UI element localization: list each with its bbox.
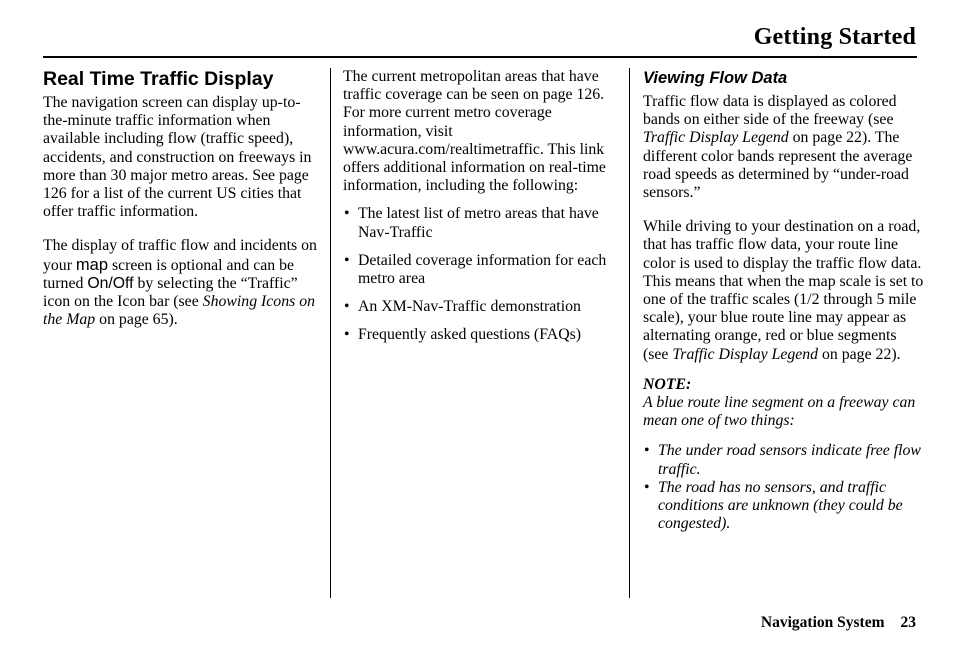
- route-paragraph: [643, 218, 925, 364]
- list-item: • The road has no sensors, and traffic conditions are unknown (they could be congested).: [643, 479, 925, 534]
- list-item: • An XM-Nav-Traffic demonstration: [343, 298, 621, 316]
- note-label: NOTE:: [643, 375, 692, 393]
- text-run: on page 65).: [95, 311, 178, 329]
- cross-reference: Traffic Display Legend: [672, 345, 819, 363]
- text-run: Traffic flow data is displayed as colored bands on either side of the freeway (see: [643, 93, 897, 129]
- column-middle: [343, 68, 621, 355]
- column-divider: [629, 68, 630, 598]
- cross-reference: Traffic Display Legend: [643, 129, 789, 147]
- text-run: While driving to your destination on a road, that has traffic flow data, your route line color is used to display the traffic flow data. This means that when the map scale is set to one of the traffic scales (1/2 through 5 mile scale), your blue route line may appear as alternating orange, red or blue segments (see: [643, 218, 924, 363]
- text-run: screen is optional and can be turned: [43, 256, 294, 292]
- section-title: Real Time Traffic Display: [43, 68, 274, 90]
- text-run: on page 22). The different color bands represent the average road speeds as determined by “under-road sensors.”: [643, 129, 913, 202]
- note-body: A blue route line segment on a freeway can mean one of two things:: [643, 394, 916, 430]
- column-right: [643, 68, 925, 533]
- cross-reference: Showing Icons on the Map: [43, 293, 316, 329]
- list-item: • The latest list of metro areas that have Nav-Traffic: [343, 205, 621, 241]
- display-paragraph: [43, 237, 325, 329]
- text-run: by selecting the “Traffic” icon on the Icon bar (see: [43, 274, 298, 311]
- footer-label: Navigation System: [760, 614, 885, 631]
- note-bullet-list: [643, 442, 925, 533]
- column-left: [43, 68, 325, 329]
- list-item: • Frequently asked questions (FAQs): [343, 326, 621, 344]
- page-footer: [761, 614, 916, 632]
- flow-paragraph: [643, 93, 925, 202]
- page-header-title: Getting Started: [753, 24, 916, 50]
- list-item: • The under road sensors indicate free flow traffic.: [643, 442, 925, 478]
- header-rule: [43, 56, 917, 58]
- page-number: 23: [900, 614, 916, 631]
- intro-paragraph: The navigation screen can display up-to-the-minute traffic information when available including flow (traffic speed), accidents, and construction on freeways in more than 30 major metro areas. See page 126 for a list of the current US cities that offer traffic information.: [43, 94, 312, 221]
- note-text: [643, 394, 925, 430]
- subsection-title: Viewing Flow Data: [643, 69, 788, 87]
- coverage-paragraph: The current metropolitan areas that have traffic coverage can be seen on page 126. For more current metro coverage information, visit www.acura.com/realtimetraffic. This link offers additional information on real-time information, including the following:: [343, 68, 606, 195]
- on-off-keyword: On/Off: [87, 274, 134, 292]
- column-divider: [330, 68, 331, 598]
- text-run: The display of traffic flow and incidents on your: [43, 237, 317, 274]
- list-item: • Detailed coverage information for each metro area: [343, 252, 621, 288]
- text-run: on page 22).: [818, 345, 901, 363]
- map-keyword: map: [75, 255, 109, 274]
- info-bullet-list: [343, 205, 621, 344]
